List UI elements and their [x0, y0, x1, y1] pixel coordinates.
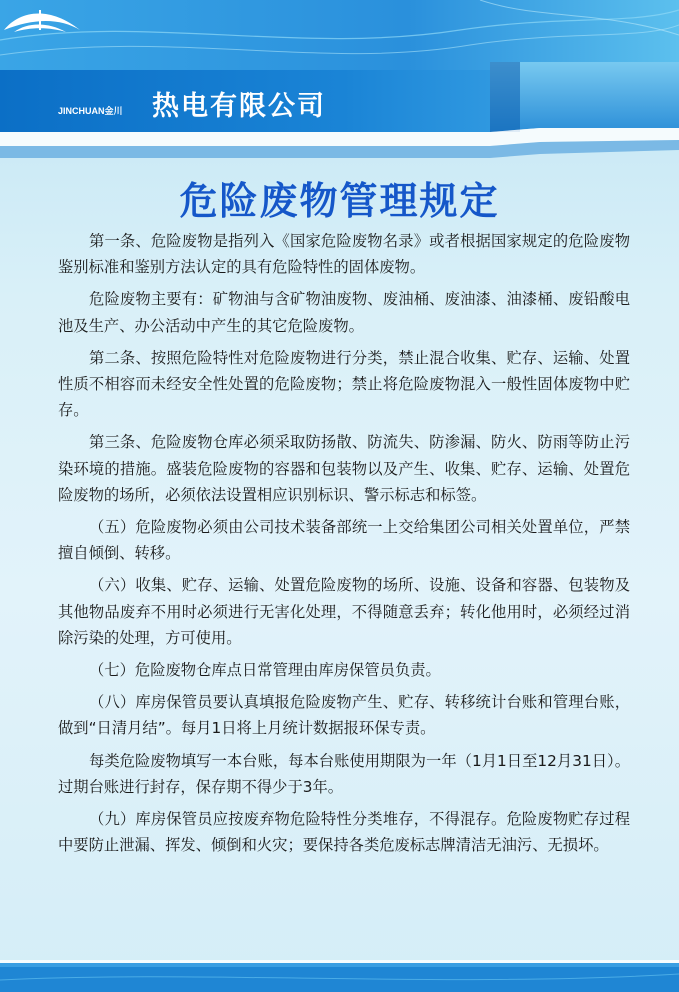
paragraph: 第一条、危险废物是指列入《国家危险废物名录》或者根据国家规定的危险废物鉴别标准和鉴别方法认定的具有危险特性的固体废物。: [58, 232, 630, 277]
company-name: 热电有限公司: [152, 91, 326, 122]
paragraph: （六）收集、贮存、运输、处置危险废物的场所、设施、设备和容器、包装物及其他物品废弃不用时必须进行无害化处理，不得随意丢弃；转化他用时，必须经过消除污染的处理，方可使用。: [58, 576, 630, 647]
footer-band: [0, 960, 679, 992]
footer-decoration: [0, 960, 679, 992]
paragraph: （八）库房保管员要认真填报危险废物产生、贮存、转移统计台账和管理台账，做到“日清月结”。每月1日将上月统计数据报环保专责。: [58, 693, 630, 738]
paragraph: 每类危险废物填写一本台账，每本台账使用期限为一年（1月1日至12月31日）。过期台账进行封存，保存期不得少于3年。: [58, 751, 630, 796]
paragraph: 第二条、按照危险特性对危险废物进行分类，禁止混合收集、贮存、运输、处置性质不相容而未经安全性处置的危险废物；禁止将危险废物混入一般性固体废物中贮存。: [58, 348, 630, 420]
jinchuan-logo-icon: [0, 0, 84, 52]
paragraph: （五）危险废物必须由公司技术装备部统一上交给集团公司相关处置单位，严禁擅自倾倒、转移。: [58, 518, 630, 563]
header-banner: [0, 0, 679, 160]
paragraph: 第三条、危险废物仓库必须采取防扬散、防流失、防渗漏、防火、防雨等防止污染环境的措施。盛装危险废物的容器和包装物以及产生、收集、贮存、运输、处置危险废物的场所，必须依法设置相应识别标识、警示标志和标签。: [58, 433, 630, 504]
paragraph: 危险废物主要有：矿物油与含矿物油废物、废油桶、废油漆、油漆桶、废铅酸电池及生产、办公活动中产生的其它危险废物。: [58, 290, 630, 335]
header-decoration: [0, 0, 679, 160]
logo-text: JINCHUAN金川: [58, 106, 123, 116]
paragraph: （九）库房保管员应按废弃物危险特性分类堆存，不得混存。危险废物贮存过程中要防止泄漏、挥发、倾倒和火灾；要保持各类危废标志牌清洁无油污、无损坏。: [58, 810, 630, 855]
regulation-text: [58, 228, 630, 864]
page-title: 危险废物管理规定: [179, 179, 500, 223]
paragraph: （七）危险废物仓库点日常管理由库房保管员负责。: [89, 661, 441, 680]
